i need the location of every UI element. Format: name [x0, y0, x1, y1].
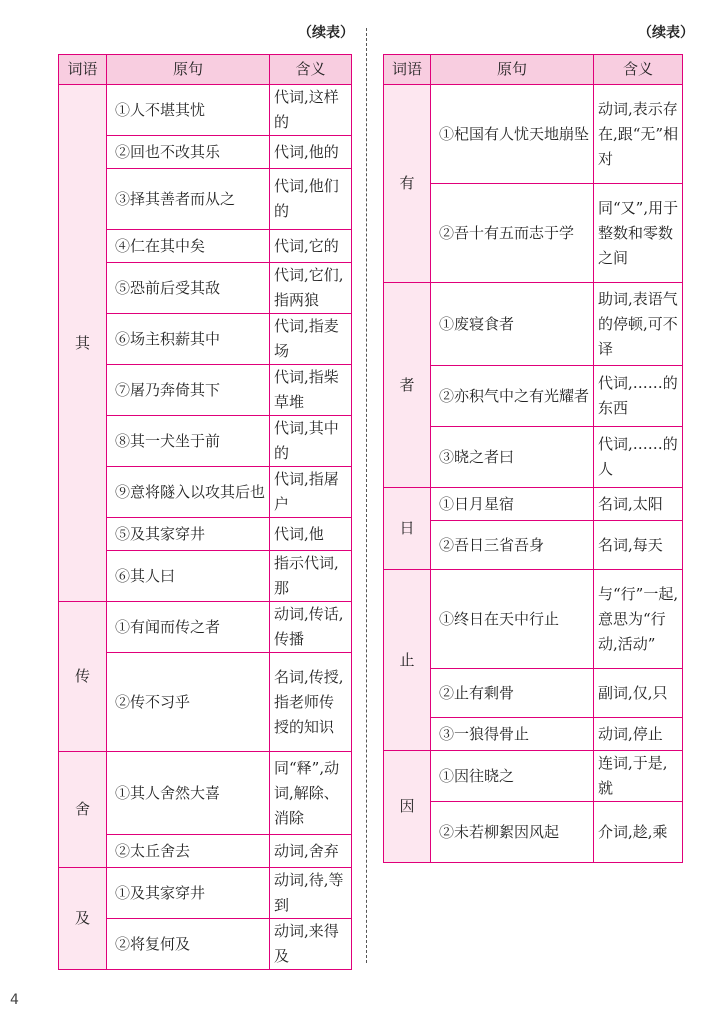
- meaning-cell: 代词,他们的: [270, 169, 352, 230]
- meaning-cell: 代词,它的: [270, 230, 352, 263]
- meaning-cell: 动词,传话,传播: [270, 602, 352, 653]
- sentence-cell: ③择其善者而从之: [107, 169, 270, 230]
- sentence-cell: ①有闻而传之者: [107, 602, 270, 653]
- sentence-cell: ④仁在其中矣: [107, 230, 270, 263]
- meaning-cell: 介词,趁,乘: [594, 802, 683, 863]
- meaning-cell: 指示代词,那: [270, 551, 352, 602]
- table-row: [59, 85, 352, 136]
- vocab-table-right: [383, 54, 683, 863]
- table-row: [59, 602, 352, 653]
- meaning-cell: 动词,舍弃: [270, 835, 352, 868]
- word-cell: 其: [59, 85, 107, 602]
- meaning-cell: 代词,指麦场: [270, 314, 352, 365]
- table-header-row: [384, 55, 683, 85]
- word-cell: 止: [384, 570, 431, 751]
- sentence-cell: ②太丘舍去: [107, 835, 270, 868]
- meaning-cell: 代词,这样的: [270, 85, 352, 136]
- meaning-cell: 名词,传授,指老师传授的知识: [270, 653, 352, 752]
- meaning-cell: 代词,其中的: [270, 416, 352, 467]
- vocab-table-left: [58, 54, 352, 970]
- word-cell: 及: [59, 868, 107, 970]
- sentence-cell: ②将复何及: [107, 919, 270, 970]
- word-cell: 因: [384, 751, 431, 863]
- sentence-cell: ③一狼得骨止: [431, 718, 594, 751]
- sentence-cell: ①人不堪其忧: [107, 85, 270, 136]
- sentence-cell: ①终日在天中行止: [431, 570, 594, 669]
- table-row: [59, 868, 352, 919]
- header-sentence: 原句: [431, 55, 594, 85]
- table-header-row: [59, 55, 352, 85]
- continued-label-left: （续表）: [298, 25, 354, 41]
- table-row: [384, 85, 683, 184]
- table-row: [384, 488, 683, 521]
- sentence-cell: ①日月星宿: [431, 488, 594, 521]
- sentence-cell: ⑥场主积薪其中: [107, 314, 270, 365]
- sentence-cell: ⑥其人曰: [107, 551, 270, 602]
- word-cell: 日: [384, 488, 431, 570]
- meaning-cell: 助词,表语气的停顿,可不译: [594, 283, 683, 366]
- meaning-cell: 代词,……的人: [594, 427, 683, 488]
- meaning-cell: 动词,待,等到: [270, 868, 352, 919]
- sentence-cell: ⑤恐前后受其敌: [107, 263, 270, 314]
- meaning-cell: 代词,指屠户: [270, 467, 352, 518]
- sentence-cell: ⑤及其家穿井: [107, 518, 270, 551]
- sentence-cell: ②止有剩骨: [431, 669, 594, 718]
- meaning-cell: 代词,它们,指两狼: [270, 263, 352, 314]
- sentence-cell: ①杞国有人忧天地崩坠: [431, 85, 594, 184]
- sentence-cell: ②吾日三省吾身: [431, 521, 594, 570]
- sentence-cell: ②未若柳絮因风起: [431, 802, 594, 863]
- sentence-cell: ②亦积气中之有光耀者: [431, 366, 594, 427]
- meaning-cell: 动词,来得及: [270, 919, 352, 970]
- header-meaning: 含义: [594, 55, 683, 85]
- sentence-cell: ②传不习乎: [107, 653, 270, 752]
- meaning-cell: 代词,……的东西: [594, 366, 683, 427]
- meaning-cell: 代词,他: [270, 518, 352, 551]
- page-number: 4: [10, 992, 19, 1008]
- word-cell: 传: [59, 602, 107, 752]
- meaning-cell: 副词,仅,只: [594, 669, 683, 718]
- sentence-cell: ①及其家穿井: [107, 868, 270, 919]
- meaning-cell: 与“行”一起,意思为“行动,活动”: [594, 570, 683, 669]
- word-cell: 舍: [59, 752, 107, 868]
- sentence-cell: ①其人舍然大喜: [107, 752, 270, 835]
- word-cell: 有: [384, 85, 431, 283]
- table-row: [384, 751, 683, 802]
- meaning-cell: 同“释”,动词,解除、消除: [270, 752, 352, 835]
- table-row: [59, 752, 352, 835]
- meaning-cell: 动词,停止: [594, 718, 683, 751]
- table-row: [384, 570, 683, 669]
- meaning-cell: 代词,指柴草堆: [270, 365, 352, 416]
- meaning-cell: 名词,每天: [594, 521, 683, 570]
- continued-label-right: （续表）: [638, 25, 694, 41]
- meaning-cell: 连词,于是,就: [594, 751, 683, 802]
- header-meaning: 含义: [270, 55, 352, 85]
- sentence-cell: ①废寝食者: [431, 283, 594, 366]
- sentence-cell: ⑧其一犬坐于前: [107, 416, 270, 467]
- sentence-cell: ②吾十有五而志于学: [431, 184, 594, 283]
- meaning-cell: 名词,太阳: [594, 488, 683, 521]
- table-row: [384, 283, 683, 366]
- header-word: 词语: [59, 55, 107, 85]
- sentence-cell: ②回也不改其乐: [107, 136, 270, 169]
- word-cell: 者: [384, 283, 431, 488]
- sentence-cell: ①因往晓之: [431, 751, 594, 802]
- sentence-cell: ⑦屠乃奔倚其下: [107, 365, 270, 416]
- meaning-cell: 代词,他的: [270, 136, 352, 169]
- meaning-cell: 同“又”,用于整数和零数之间: [594, 184, 683, 283]
- column-divider: [366, 28, 367, 963]
- sentence-cell: ③晓之者曰: [431, 427, 594, 488]
- header-sentence: 原句: [107, 55, 270, 85]
- meaning-cell: 动词,表示存在,跟“无”相对: [594, 85, 683, 184]
- sentence-cell: ⑨意将隧入以攻其后也: [107, 467, 270, 518]
- header-word: 词语: [384, 55, 431, 85]
